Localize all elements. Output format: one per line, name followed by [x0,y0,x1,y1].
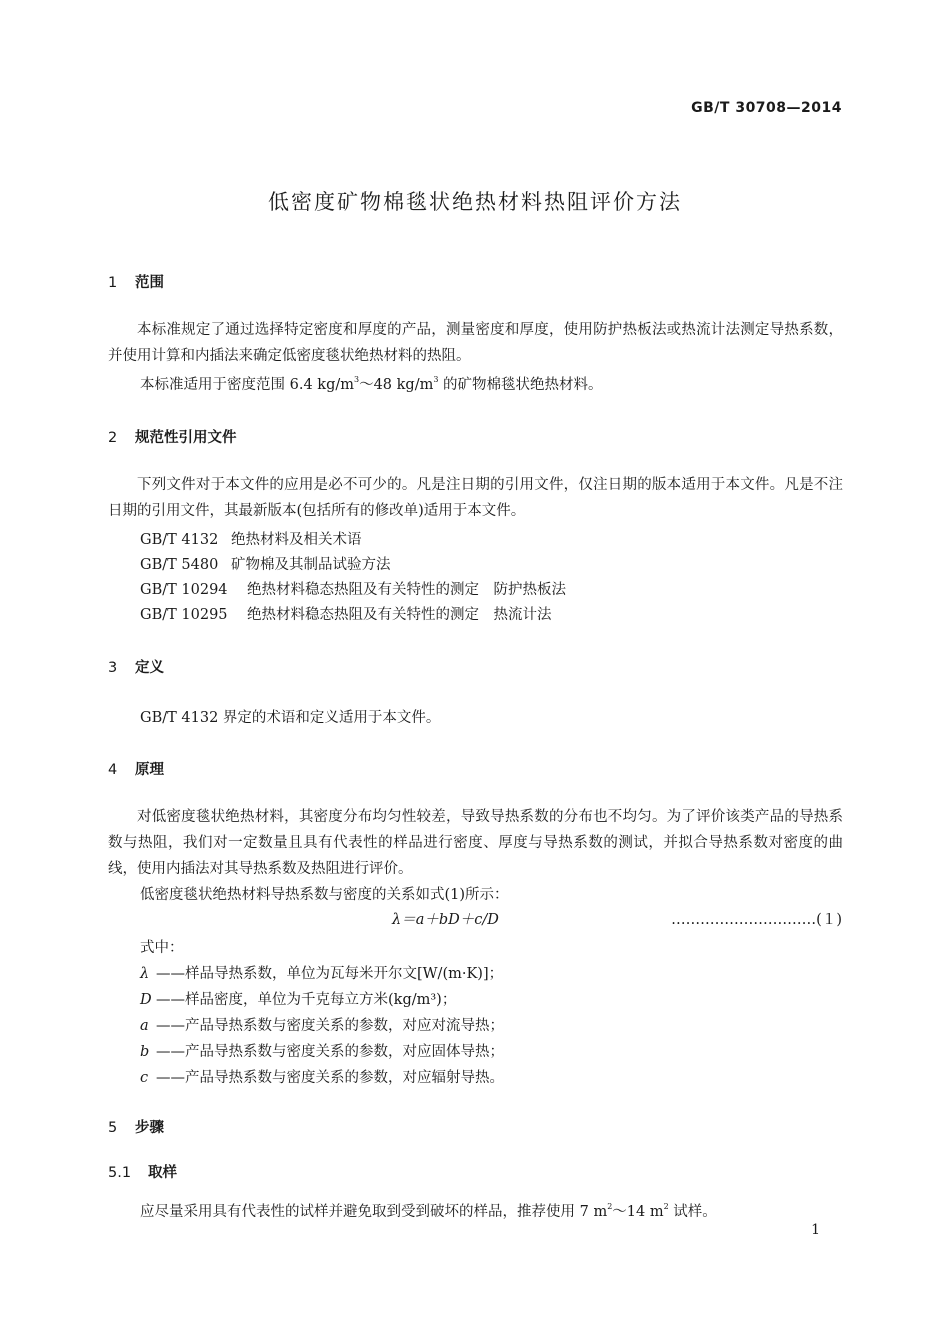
section-2-heading [108,426,237,447]
refs-intro: 下列文件对于本文件的应用是必不可少的。凡是注日期的引用文件，仅注日期的版本适用于本文件。凡是不注日期的引用文件，其最新版本(包括所有的修改单)适用于本文件。 [108,477,843,519]
superscript: 2 [663,1202,669,1211]
sampling-text-start: 应尽量采用具有代表性的试样并避免取到受到破坏的样品，推荐使用 7 m [140,1204,608,1220]
where-label: 式中： [140,940,184,956]
variable-definition [140,962,503,983]
scope-text-mid: ～48 kg/m [359,377,434,393]
ref-code: GB/T 4132 [140,532,219,548]
scope-paragraph-1: 本标准规定了通过选择特定密度和厚度的产品，测量密度和厚度，使用防护热板法或热流计法测定导热系数，并使用计算和内插法来确定低密度毯状绝热材料的热阻。 [108,322,843,364]
ref-code: GB/T 10294 [140,582,228,598]
ref-title: 矿物棉及其制品试验方法 [231,557,391,573]
variable-symbol: D [140,992,152,1008]
variable-description: ——产品导热系数与密度关系的参数，对应固体导热； [156,1044,504,1060]
section-3-heading [108,656,164,677]
variable-symbol: b [140,1044,150,1060]
variable-description: ——样品密度，单位为千克每立方米(kg/m³)； [156,992,457,1008]
definition-text: GB/T 4132 界定的术语和定义适用于本文件。 [140,710,441,726]
superscript: 3 [433,375,439,384]
section-title: 步骤 [135,1120,164,1136]
scope-paragraph-2 [140,373,603,394]
standard-code: GB/T 30708—2014 [691,100,842,116]
variable-definition [140,1066,504,1087]
scope-text-end: 的矿物棉毯状绝热材料。 [438,377,603,393]
section-4-heading [108,758,164,779]
variable-definition [140,988,456,1009]
principle-paragraph-2: 低密度毯状绝热材料导热系数与密度的关系如式(1)所示： [140,887,509,903]
section-number: 5.1 [108,1165,132,1181]
section-5-1-heading [108,1161,177,1182]
superscript: 3 [353,375,360,384]
scope-text-start: 本标准适用于密度范围 6.4 kg/m [140,377,354,393]
ref-item [140,553,391,574]
variable-description: ——样品导热系数，单位为瓦每米开尔文[W/(m·K)]； [156,966,504,982]
ref-item [140,603,552,624]
section-number: 2 [108,430,118,446]
section-number: 3 [108,660,118,676]
variable-description: ——产品导热系数与密度关系的参数，对应对流导热； [156,1018,504,1034]
ref-item [140,528,362,549]
section-1-heading [108,271,164,292]
section-title: 规范性引用文件 [135,430,237,446]
ref-title: 绝热材料稳态热阻及有关特性的测定 防护热板法 [247,582,566,598]
equation-number: …………………………(１) [671,912,842,928]
variable-symbol: a [140,1018,149,1034]
ref-code: GB/T 5480 [140,557,219,573]
sampling-text [140,1200,717,1221]
variable-definition [140,1014,504,1035]
document-title: 低密度矿物棉毯状绝热材料热阻评价方法 [268,190,682,214]
sampling-text-end: 试样。 [668,1204,717,1220]
variable-symbol: λ [140,966,150,982]
section-number: 4 [108,762,118,778]
section-title: 取样 [148,1165,177,1181]
ref-code: GB/T 10295 [140,607,228,623]
ref-title: 绝热材料稳态热阻及有关特性的测定 热流计法 [247,607,552,623]
section-number: 5 [108,1120,118,1136]
variable-definition [140,1040,504,1061]
section-title: 范围 [135,275,164,291]
page-number: 1 [811,1222,820,1238]
variable-description: ——产品导热系数与密度关系的参数，对应辐射导热。 [156,1070,504,1086]
formula: λ＝a＋bD＋c/D [392,912,499,928]
superscript: 2 [607,1202,613,1211]
ref-item [140,578,566,599]
section-title: 定义 [135,660,164,676]
section-number: 1 [108,275,118,291]
sampling-text-mid: ～14 m [612,1204,664,1220]
section-title: 原理 [135,762,164,778]
ref-title: 绝热材料及相关术语 [231,532,362,548]
principle-paragraph-1: 对低密度毯状绝热材料，其密度分布均匀性较差，导致导热系数的分布也不均匀。为了评价该类产品的导热系数与热阻，我们对一定数量且具有代表性的样品进行密度、厚度与导热系数的测试，并拟合导热系数对密度的曲线，使用内插法对其导热系数及热阻进行评价。 [108,809,843,877]
section-5-heading [108,1116,164,1137]
variable-symbol: c [140,1070,149,1086]
